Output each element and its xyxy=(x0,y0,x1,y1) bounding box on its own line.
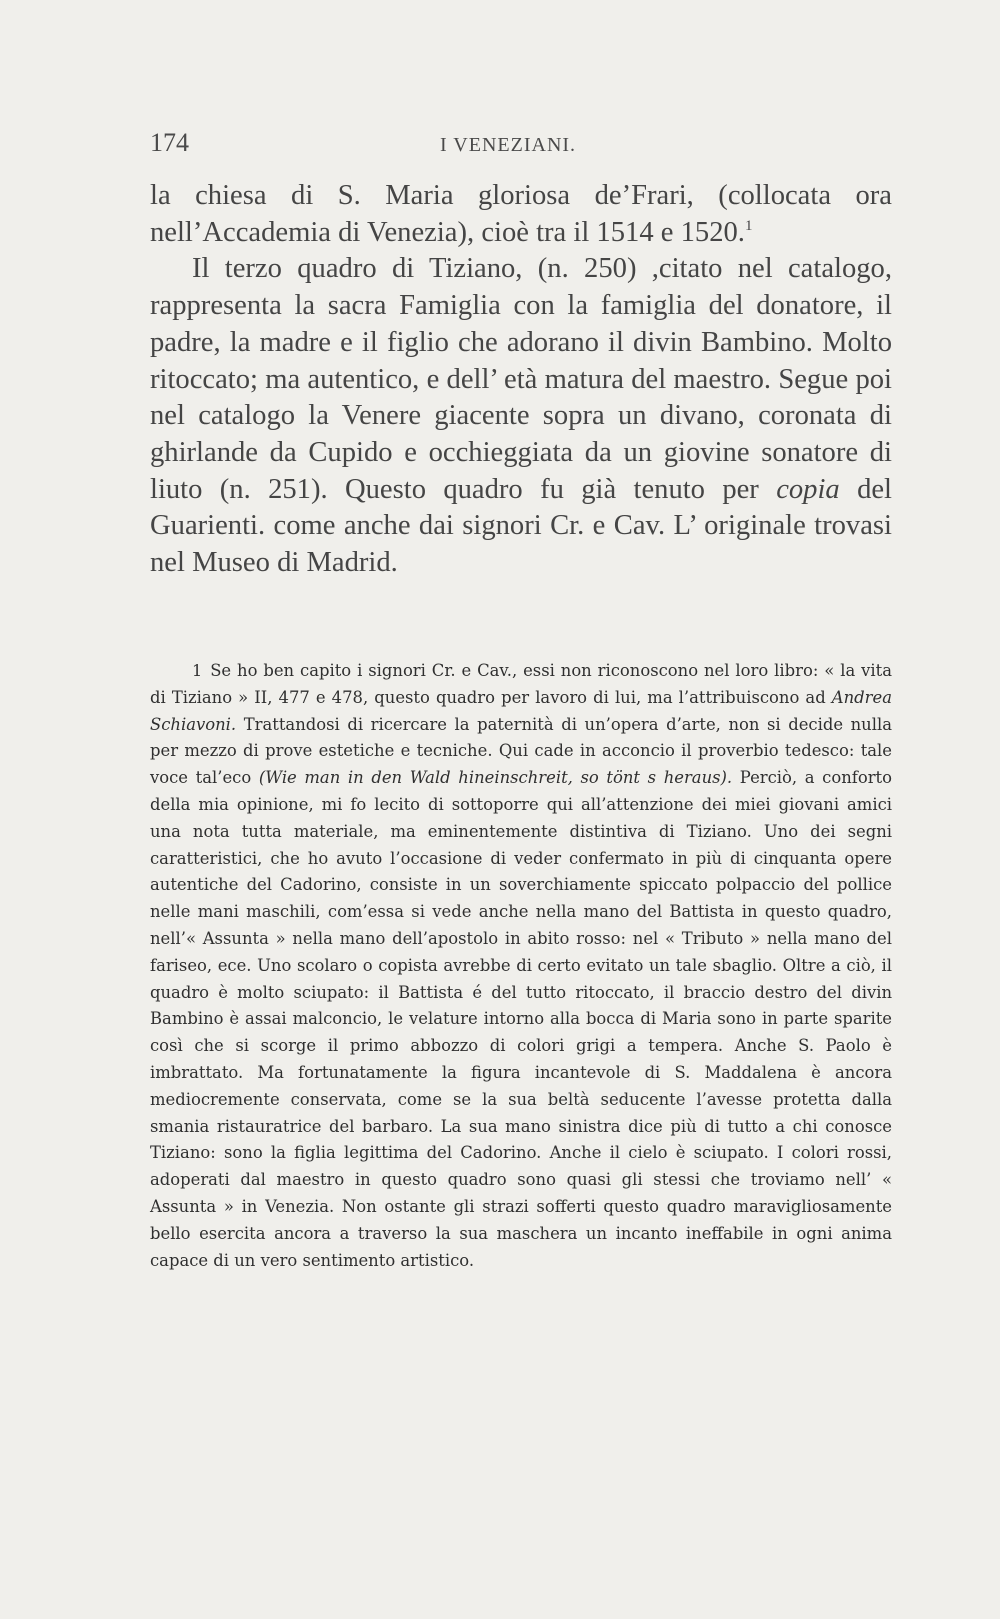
footnote-text: Trattandosi di ricercare la paternità di un’opera d’arte, non si decide nulla per mezzo di prove estetiche e tecniche. Qui cade in acconcio il proverbio tedesco: tale voce tal’eco xyxy=(150,714,892,788)
footnote-reference: 1 xyxy=(744,217,753,234)
page-number: 174 xyxy=(150,128,189,157)
paragraph xyxy=(150,251,892,581)
paragraph xyxy=(150,178,892,251)
footnote xyxy=(150,658,892,1274)
footnote-text: Perciò, a conforto della mia opinione, mi fo lecito di sottoporre qui all’attenzione dei miei giovani amici una nota tutta materiale, ma eminentemente distintiva di Tiziano. Uno dei segni caratteristici, che ho avuto l’occasione di veder confermato in più di cinquanta opere autentiche del Cadorino, consiste in un soverchiamente spiccato polpaccio del pollice nelle mani maschili, com’essa si vede anche nella mano del Battista in questo quadro, nell’« Assunta » nella mano dell’apostolo in abito rosso: nel « Tributo » nella mano del fariseo, ece. Uno scolaro o copista avrebbe di certo evitato un tale sbaglio. Oltre a ciò, il quadro è molto sciupato: il Battista é del tutto ritoccato, il braccio destro del divin Bambino è assai malconcio, le velature intorno alla bocca di Maria sono in parte sparite così che si scorge il primo abbozzo di colori grigi a tempera. Anche S. Paolo è imbrattato. Ma fortunatamente la figura incantevole di S. Maddalena è ancora mediocremente conservata, come se la sua beltà seducente l’avesse protetta dalla smania ristauratrice del barbaro. La sua mano sinistra dice più di tutto a chi conosce Tiziano: sono la figlia legittima del Cadorino. Anche il cielo è sciupato. I colori rossi, adoperati dal maestro in questo quadro sono quasi gli stessi che troviamo nell’ « Assunta » in Venezia. Non ostante gli strazi sofferti questo quadro maravigliosamente bello esercita ancora a traverso la sua maschera un incanto ineffabile in ogni anima capace di un vero sentimento artistico. xyxy=(150,768,892,1270)
footnotes xyxy=(150,658,892,1274)
paragraph-text: del Guarienti. come anche dai signori Cr. e Cav. L’ originale trovasi nel Museo di Madrid. xyxy=(150,473,892,579)
paragraph-text: Il terzo quadro di Tiziano, (n. 250) ,citato nel catalogo, rappresenta la sacra Famiglia con la famiglia del donatore, il padre, la madre e il figlio che adorano il divin Bambino. Molto ritoccato; ma autentico, e dell’ età matura del maestro. Segue poi nel catalogo la Venere giacente sopra un divano, coronata di ghirlande da Cupido e occhieggiata da un giovine sonatore di liuto (n. 251). Questo quadro fu già tenuto per xyxy=(150,253,892,505)
italic-quote: (Wie man in den Wald hineinschreit, so tönt s heraus). xyxy=(258,768,733,788)
italic-term: copia xyxy=(776,473,840,505)
page-header xyxy=(150,128,890,164)
footnote-number: 1 xyxy=(192,661,203,680)
footnote-text: Se ho ben capito i signori Cr. e Cav., essi non riconoscono nel loro libro: « la vita di Tiziano » II, 477 e 478, questo quadro per lavoro di lui, ma l’attribuiscono ad xyxy=(150,661,892,707)
paragraph-text: la chiesa di S. Maria gloriosa de’Frari, (collocata ora nell’Accademia di Venezia), cioè tra il 1514 e 1520. xyxy=(150,180,892,248)
main-text xyxy=(150,178,892,582)
italic-name: Andrea Schiavoni. xyxy=(150,687,892,734)
running-title: I VENEZIANI. xyxy=(440,134,577,156)
